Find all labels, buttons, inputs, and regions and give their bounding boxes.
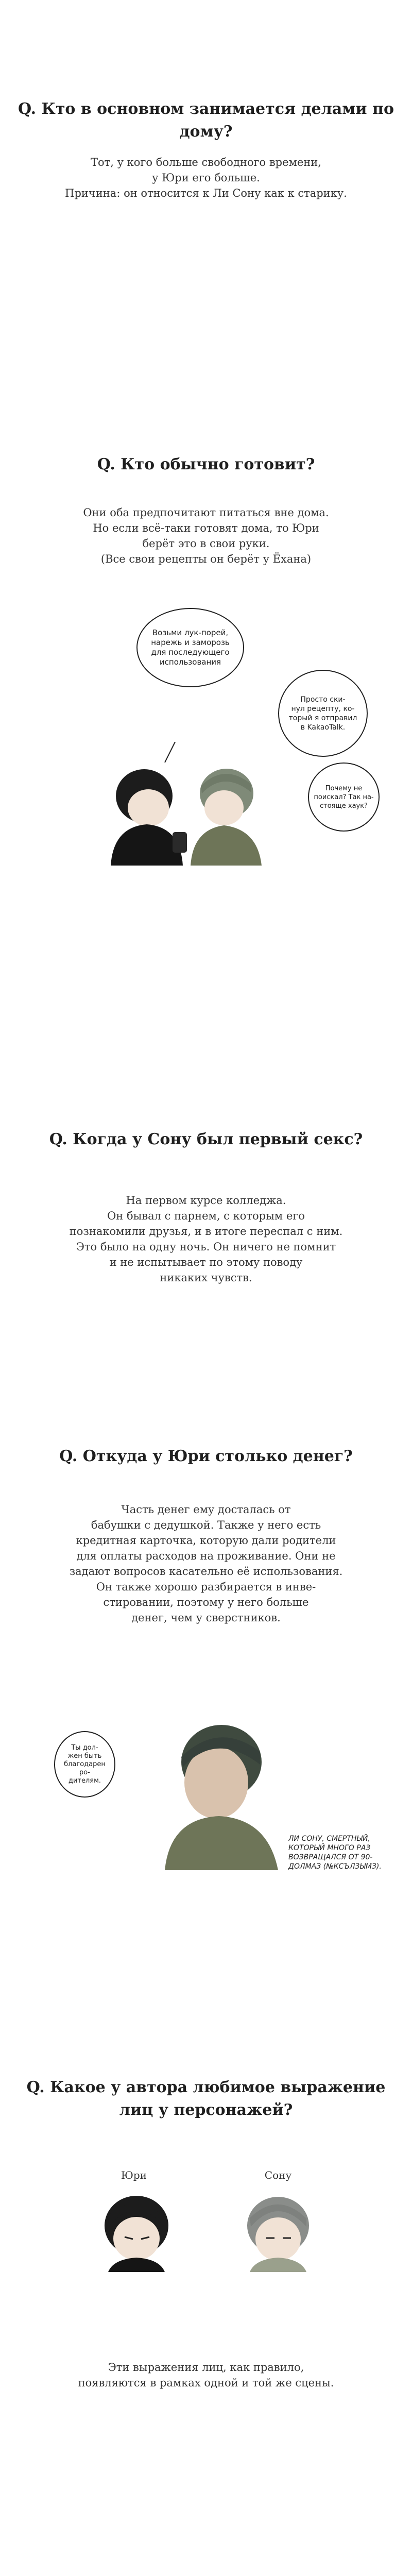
- bubble-line: ро-: [79, 1768, 90, 1776]
- answer-line: стировании, поэтому у него больше: [103, 1596, 309, 1608]
- answer-line: познакомили друзья, и в итоге переспал с ним.: [69, 1225, 343, 1238]
- question-text: Q. Откуда у Юри столько денег?: [59, 1447, 353, 1465]
- bubble-line: поискал? Так на-: [314, 793, 374, 801]
- sonu-body: [191, 825, 262, 866]
- yuri-expression-illustration: [98, 2190, 175, 2272]
- cooking-characters-illustration: [88, 742, 294, 866]
- bubble-line: Ты дол-: [71, 1743, 98, 1752]
- answer-line: Но если всё-таки готовят дома, то Юри: [93, 522, 319, 534]
- sonu-portrait-illustration: [154, 1721, 283, 1870]
- question-text: Q. Какое у автора любимое выражение: [26, 2078, 386, 2096]
- sonu-caption: [288, 1834, 397, 1871]
- answer-cooking: [21, 505, 391, 567]
- answer-line: задают вопросов касательно её использования.: [69, 1565, 343, 1578]
- question-cooking: [0, 453, 412, 476]
- bubble-line: стояще хаук?: [320, 802, 368, 810]
- phone-icon: [173, 832, 187, 853]
- bubble-line: нарежь и заморозь: [151, 638, 230, 647]
- speech-bubble-recipe: [136, 608, 244, 687]
- bubble-line: Возьми лук-порей,: [152, 628, 229, 637]
- bubble-line: для последующего: [151, 648, 230, 657]
- answer-money: [21, 1502, 391, 1625]
- speech-bubble-search: [308, 762, 380, 832]
- caption-line: КОТОРЫЙ МНОГО РАЗ: [288, 1844, 371, 1852]
- label-yuri: Юри: [121, 2169, 147, 2181]
- answer-line: Он также хорошо разбирается в инве-: [96, 1581, 316, 1593]
- answer-line: появляются в рамках одной и той же сцены.: [78, 2377, 334, 2389]
- bubble-line: Просто ски-: [300, 695, 346, 704]
- question-text: Q. Кто обычно готовит?: [97, 455, 315, 473]
- answer-line: для оплаты расходов на проживание. Они не: [76, 1550, 336, 1562]
- question-money: [0, 1445, 412, 1468]
- sonu-face: [184, 1747, 248, 1819]
- caption-line: ВОЗВРАЩАЛСЯ ОТ 90-: [288, 1853, 373, 1861]
- bubble-line: в KakaoTalk.: [300, 723, 346, 732]
- answer-line: Эти выражения лиц, как правило,: [108, 2361, 304, 2374]
- sonu-jacket: [165, 1816, 278, 1870]
- answer-line: Это было на одну ночь. Он ничего не помнит: [76, 1241, 336, 1253]
- bubble-line: дителям.: [68, 1776, 101, 1785]
- answer-line: Причина: он относится к Ли Сону как к старику.: [65, 187, 347, 199]
- answer-line: никаких чувств.: [160, 1272, 252, 1284]
- bubble-line: использования: [159, 657, 221, 667]
- question-text: Q. Кто в основном занимается делами по дому?: [18, 100, 394, 141]
- answer-first-sex: [21, 1193, 391, 1285]
- speech-bubble-grateful: [54, 1731, 115, 1798]
- answer-line: кредитная карточка, которую дали родители: [76, 1534, 336, 1547]
- yuri-body: [111, 824, 183, 866]
- answer-expressions: [21, 2360, 391, 2391]
- question-expressions: [0, 2076, 412, 2122]
- answer-line: денег, чем у сверстников.: [131, 1612, 281, 1624]
- question-first-sex: [0, 1128, 412, 1151]
- bubble-line: нул рецепту, ко-: [291, 704, 355, 713]
- question-text: Q. Когда у Сону был первый секс?: [49, 1130, 363, 1148]
- answer-line: Часть денег ему досталась от: [121, 1503, 291, 1516]
- question-text: лиц у персонажей?: [119, 2101, 293, 2119]
- answer-line: Он бывал с парнем, с которым его: [107, 1210, 305, 1222]
- answer-line: у Юри его больше.: [152, 172, 260, 184]
- bubble-line: торый я отправил: [288, 714, 357, 722]
- answer-line: (Все свои рецепты он берёт у Ёхана): [100, 553, 312, 565]
- bubble-line: Почему не: [325, 784, 363, 792]
- bubble-line: благодарен: [64, 1760, 106, 1768]
- label-sonu: Сону: [264, 2169, 292, 2181]
- answer-line: бабушки с дедушкой. Также у него есть: [91, 1519, 321, 1531]
- answer-line: и не испытывает по этому поводу: [109, 1256, 303, 1268]
- sonu-expression-illustration: [239, 2190, 317, 2272]
- answer-line: Тот, у кого больше свободного времени,: [91, 156, 321, 168]
- answer-line: Они оба предпочитают питаться вне дома.: [83, 506, 329, 519]
- answer-line: На первом курсе колледжа.: [126, 1194, 286, 1207]
- caption-line: ДОЛМАЗ (№КСЪЛ3ЫМЗ).: [288, 1862, 382, 1871]
- caption-line: ЛИ СОНУ, СМЕРТНЫЙ,: [288, 1835, 370, 1843]
- question-housework: [0, 98, 412, 143]
- answer-housework: [21, 155, 391, 201]
- answer-line: берёт это в свои руки.: [142, 537, 270, 550]
- bubble-line: жен быть: [67, 1752, 102, 1760]
